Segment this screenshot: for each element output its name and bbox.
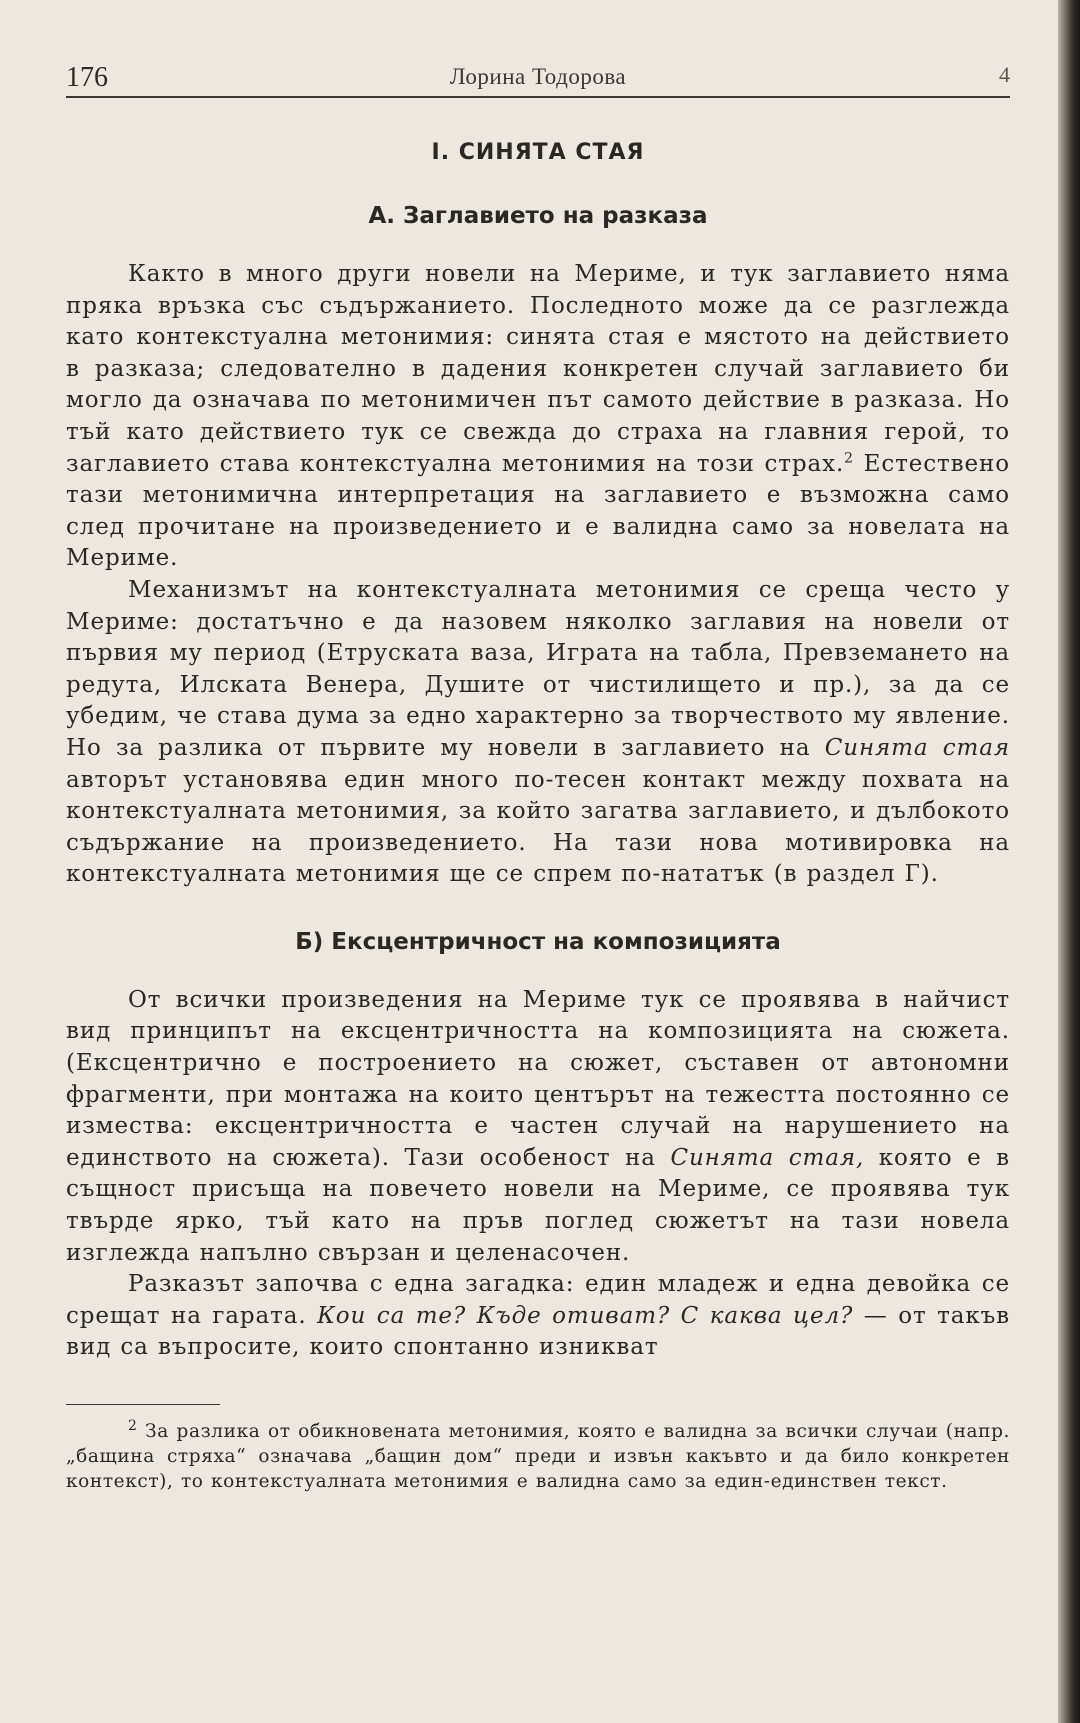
running-head [66,52,1010,96]
subsection-title-a: А. Заглавието на разказа [368,203,708,229]
subsection-title-b: Б) Ексцентричност на композицията [295,928,781,955]
italic-questions: Кои са те? Къде отиват? С каква цел? [317,1302,854,1329]
footnote: $^2$ За разлика от обикновената метонимия, която е валидна за всички случаи (напр. „бащина стряха“ означава „бащин дом“ преди и извън какъвто и да било конкретен контекст), то контекстуалната метонимия е валидна само за един-единствен текст. [66,1417,1010,1492]
paragraph-4: Разказът започва с една загадка: един младеж и една девойка се срещат на гарата. Кои са те? Къде отиват? С каква цел? — от такъв вид са въпросите, които спонтанно изникват [66,1271,1010,1361]
running-title: Лорина Тодорова [449,64,627,89]
header-rule [66,96,1010,98]
paragraph-1: Както в много други новели на Мериме, и тук заглавието няма пряка връзка със съдържанието. Последното може да се разглежда като контекстуална метонимия: синята стая е мястото на действието в разказа; следователно в дадения конкретен случай заглавието би могло да означава по метонимичен път самото действие в разказа. Но тъй като действието тук се свежда до страха на главния герой, то заглавието става контекстуална метонимия на този страх.$^2$ Естествено тази метонимична интерпретация на заглавието е възможна само след прочитане на произведението и е валидна само за новелата на Мериме. [66,261,1010,572]
section-title: I. СИНЯТА СТАЯ [431,140,645,165]
footnote-reference: 2 [844,449,854,466]
page-number: 176 [66,62,108,93]
paragraph-3: От всички произведения на Мериме тук се проявява в найчист вид принципът на ексцентричността на композицията на сюжета. (Ексцентрично е построението на сюжет, съставен от автономни фрагменти, при монтажа на които центърът на тежестта постоянно се измества: ексцентричността е частен случай на нарушението на единството на сюжета). Тази особеност на Синята стая, която е в същност присъща на повечето новели на Мериме, се проявява тук твърде ярко, тъй като на пръв поглед сюжетът на тази новела изглежда напълно свързан и целенасочен. [66,986,1010,1266]
footnote-rule [66,1404,220,1405]
footnote-marker: 2 [128,1417,138,1434]
book-spine-shadow [1058,0,1080,1723]
book-page [66,52,1010,1513]
paragraph-2: Механизмът на контекстуалната метонимия се среща често у Мериме: достатъчно е да назовем няколко заглавия на новели от първия му период (Етруската ваза, Играта на табла, Превземането на редута, Илската Венера, Душите от чистилището и пр.), за да се убедим, че става дума за едно характерно за творчеството му явление. Но за разлика от първите му новели в заглавието на Синята стая авторът установява един много по-тесен контакт между похвата на контекстуалната метонимия, за който загатва заглавието, и дълбокото съдържание на произведението. На тази нова мотивировка на контекстуалната метонимия ще се спрем по-нататък (в раздел Г). [66,576,1011,888]
italic-title: Синята стая [824,734,1011,761]
signature-mark: 4 [999,62,1010,87]
italic-title: Синята стая, [670,1144,865,1171]
